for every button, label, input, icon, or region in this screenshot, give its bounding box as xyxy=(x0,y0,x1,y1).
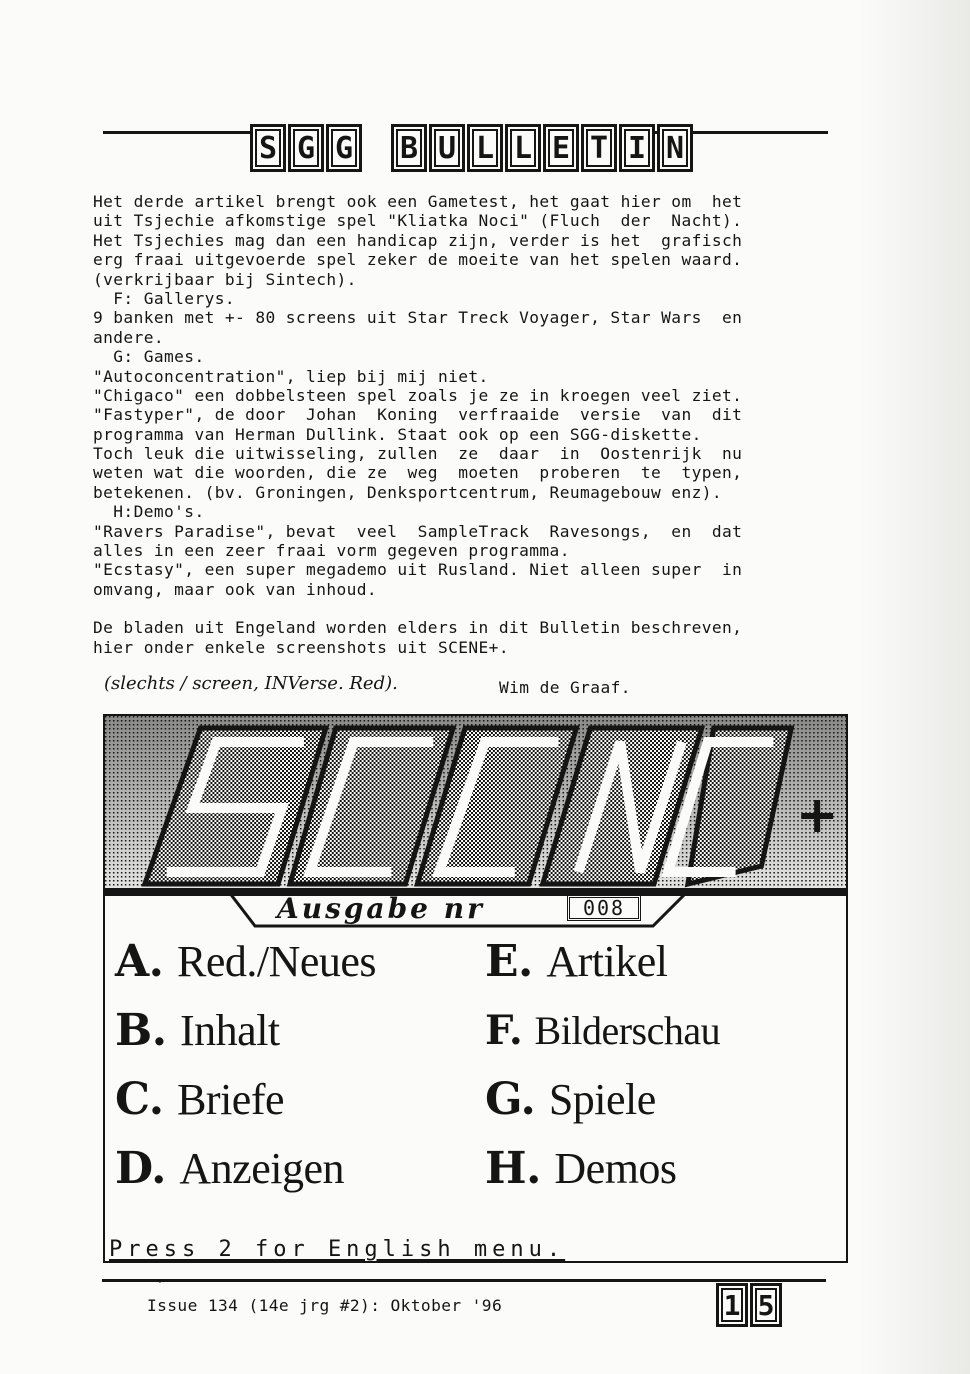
article-line: "Ravers Paradise", bevat veel SampleTrack Ravesongs, en dat xyxy=(93,521,743,541)
article-line: weten wat die woorden, die ze weg moeten proberen te typen, xyxy=(93,463,743,483)
article-line: alles in een zeer fraai vorm gegeven programma. xyxy=(93,541,570,561)
footer-dot: · xyxy=(155,1272,165,1291)
title-letter: G xyxy=(326,124,362,172)
menu-item-a[interactable] xyxy=(115,938,376,986)
menu-item-c[interactable] xyxy=(115,1076,284,1124)
page-digit: 1 xyxy=(716,1283,748,1327)
menu-label: Bilderschau xyxy=(534,1008,721,1053)
handwritten-note: (slechts / screen, INVerse. Red). xyxy=(104,673,398,694)
page-number xyxy=(716,1283,782,1327)
title-letter: L xyxy=(467,124,503,172)
bulletin-title xyxy=(250,124,693,170)
article-line: programma van Herman Dullink. Staat ook op een SGG-diskette. xyxy=(93,424,702,444)
article-line: 9 banken met +- 80 screens uit Star Treck Voyager, Star Wars en xyxy=(93,308,743,328)
menu-label: Artikel xyxy=(546,937,668,986)
article-line: "Fastyper", de door Johan Koning verfraaide versie van dit xyxy=(93,405,743,425)
menu-label: Inhalt xyxy=(180,1006,280,1055)
title-letter: S xyxy=(250,124,286,172)
title-letter: L xyxy=(505,124,541,172)
article-line: Het derde artikel brengt ook een Gametest, het gaat hier om het xyxy=(93,192,743,211)
article-line: Toch leuk die uitwisseling, zullen ze daar in Oostenrijk nu xyxy=(93,444,743,464)
title-word-bulletin xyxy=(391,124,693,170)
scene-plus-logo xyxy=(105,716,846,896)
article-body xyxy=(93,192,853,657)
menu-key: D. xyxy=(115,1143,166,1194)
article-line: andere. xyxy=(93,327,165,347)
title-letter: N xyxy=(657,124,693,172)
paragraph-gap xyxy=(93,599,853,618)
logo-graphic xyxy=(105,716,846,896)
ausgabe-number: 008 xyxy=(567,895,641,921)
title-letter: I xyxy=(619,124,655,172)
issue-line: Issue 134 (14e jrg #2): Oktober '96 xyxy=(147,1296,503,1315)
title-letter: T xyxy=(581,124,617,172)
menu-label: Demos xyxy=(554,1144,677,1193)
menu-item-h[interactable] xyxy=(485,1145,677,1193)
article-line: (verkrijbaar bij Sintech). xyxy=(93,269,357,289)
title-letter: U xyxy=(429,124,465,172)
menu-item-e[interactable] xyxy=(485,938,668,986)
footer-rule xyxy=(102,1279,826,1282)
title-letter: G xyxy=(288,124,324,172)
article-line: Het Tsjechies mag dan een handicap zijn, verder is het grafisch xyxy=(93,230,743,250)
article-line: De bladen uit Engeland worden elders in dit Bulletin beschreven, xyxy=(93,618,743,638)
menu-key: G. xyxy=(485,1074,536,1125)
menu-item-g[interactable] xyxy=(485,1076,656,1124)
title-letter: E xyxy=(543,124,579,172)
menu-key: C. xyxy=(115,1074,164,1125)
ausgabe-label: Ausgabe nr xyxy=(277,892,485,925)
page-digit: 5 xyxy=(750,1283,782,1327)
scene-plus-screenshot xyxy=(103,714,848,1263)
header-rule-left xyxy=(103,131,253,134)
article-line: "Ecstasy", een super megademo uit Rusland. Niet alleen super in xyxy=(93,560,743,580)
article-line: F: Gallerys. xyxy=(93,288,236,308)
article-line: omvang, maar ook van inhoud. xyxy=(93,579,378,599)
article-line: G: Games. xyxy=(93,347,205,367)
menu-label: Briefe xyxy=(177,1075,285,1124)
ausgabe-banner xyxy=(229,888,687,930)
title-word-sgg xyxy=(250,124,362,170)
menu-item-b[interactable] xyxy=(115,1007,280,1055)
menu-item-f[interactable] xyxy=(485,1007,720,1055)
article-line: erg fraai uitgevoerde spel zeker de moeite van het spelen waard. xyxy=(93,250,743,270)
menu-key: A. xyxy=(115,936,164,987)
menu-key: H. xyxy=(485,1143,541,1194)
article-line: hier onder enkele screenshots uit SCENE+. xyxy=(93,637,509,657)
menu-label: Red./Neues xyxy=(176,937,377,986)
article-line: H:Demo's. xyxy=(93,502,205,522)
author-signature: Wim de Graaf. xyxy=(499,678,631,697)
menu-label: Spiele xyxy=(548,1075,656,1124)
title-letter: B xyxy=(391,124,427,172)
menu-item-d[interactable] xyxy=(115,1145,344,1193)
menu-label: Anzeigen xyxy=(179,1144,344,1193)
english-menu-prompt: Press 2 for English menu. xyxy=(109,1237,566,1262)
article-line: "Chigaco" een dobbelsteen spel zoals je ze in kroegen veel ziet. xyxy=(93,385,743,405)
menu-key: F. xyxy=(485,1007,523,1054)
article-line: betekenen. (bv. Groningen, Denksportcentrum, Reumagebouw enz). xyxy=(93,482,723,502)
menu-key: E. xyxy=(485,936,533,987)
article-line: uit Tsjechie afkomstige spel "Kliatka Noci" (Fluch der Nacht). xyxy=(93,211,743,231)
menu-key: B. xyxy=(115,1005,167,1056)
article-line: "Autoconcentration", liep bij mij niet. xyxy=(93,366,489,386)
show-through-shadow xyxy=(860,0,970,1374)
